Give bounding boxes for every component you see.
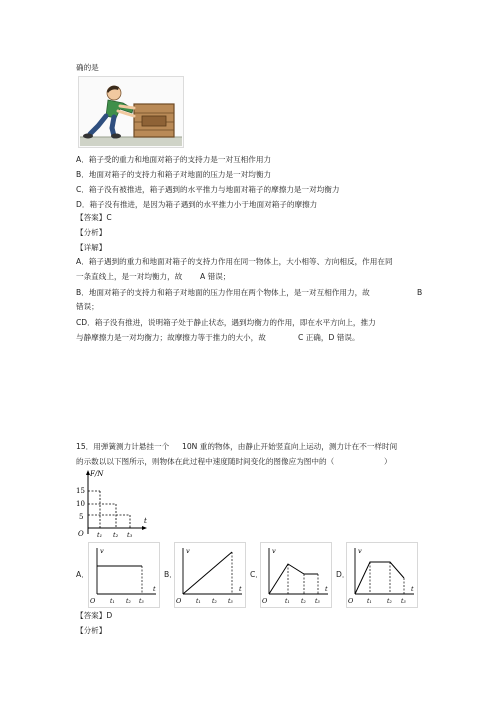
choice-d-t-axis: t [411, 585, 414, 593]
choice-c-t3: t₃ [315, 598, 320, 605]
force-t2-label: t₂ [113, 531, 119, 539]
choice-b-t2: t₂ [212, 598, 217, 605]
force-tick-10: 10 [76, 500, 85, 508]
q14-analysis-label: 【分析】 [76, 228, 107, 237]
q14-detail-line-6-end: C 正确，D 错误。 [298, 333, 360, 342]
choice-d-t2: t₂ [387, 598, 392, 605]
q14-option-b: B．地面对箱子的支持力和箱子对地面的压力是一对均衡力 [76, 170, 272, 179]
choice-c-curve [269, 564, 318, 594]
q14-detail-label: 【详解】 [76, 243, 107, 252]
choice-b-origin: O [176, 597, 182, 605]
force-t3-label: t₃ [127, 531, 133, 539]
force-axis-label: F/N [90, 470, 104, 478]
force-time-chart [72, 468, 152, 540]
choice-d-letter: D． [336, 570, 350, 579]
q14-detail-line-5: CD．箱子没有推进，说明箱子处于静止状态，遇到均衡力的作用，即在水平方向上，推力 [76, 318, 376, 327]
force-t1-label: t₁ [97, 531, 103, 539]
choice-a-letter: A． [76, 570, 89, 579]
q15-answer: 【答案】D [76, 611, 113, 620]
choice-d-v-label: v [358, 547, 362, 555]
choice-c-origin: O [262, 597, 268, 605]
q14-detail-line-6: 与静摩擦力是一对均衡力；故摩擦力等于推力的大小，故 [76, 333, 266, 342]
wooden-box [134, 104, 174, 137]
q14-option-c: C．箱子没有被推进，箱子遇到的水平推力与地面对箱子的摩擦力是一对均衡力 [76, 185, 340, 194]
choice-c-velocity-graph [260, 542, 332, 608]
force-tick-15: 15 [76, 487, 85, 495]
choice-d-origin: O [348, 597, 354, 605]
choice-b-v-label: v [186, 547, 190, 555]
q14-option-d: D．箱子没有推进，是因为箱子遇到的水平推力小于地面对箱子的摩擦力 [76, 200, 318, 209]
choice-b-t1: t₁ [196, 598, 201, 605]
q14-option-a: A．箱子受的重力和地面对箱子的支持力是一对互相作用力 [76, 155, 272, 164]
q14-answer: 【答案】C [76, 213, 112, 222]
force-origin-label: O [78, 530, 84, 538]
choice-c-t2: t₂ [301, 598, 306, 605]
choice-d-t1: t₁ [367, 598, 372, 605]
q14-detail-line-1: A．箱子遇到的重力和地面对箱子的支持力作用在同一物体上，大小相等、方向相反，作用在同 [76, 257, 393, 266]
choice-a-v-label: v [100, 547, 104, 555]
choice-c-letter: C． [250, 570, 263, 579]
choice-d-t3: t₃ [401, 598, 406, 605]
choice-c-t1: t₁ [285, 598, 290, 605]
choice-a-t2: t₂ [126, 598, 131, 605]
choice-b-t-axis: t [239, 585, 242, 593]
force-time-axis-label: t [144, 517, 147, 525]
choice-d-curve [355, 562, 404, 594]
q14-detail-line-2-end: A 错误； [200, 272, 231, 281]
q14-detail-line-3-end: B [417, 288, 423, 297]
choice-c-t-axis: t [325, 585, 328, 593]
q14-detail-line-3: B．地面对箱子的支持力和箱子对地面的压力作用在两个物体上，是一对互相作用力，故 [76, 288, 370, 297]
choice-a-velocity-graph [88, 542, 160, 608]
choice-a-t1: t₁ [110, 598, 115, 605]
q14-stem-tail: 确的是 [76, 63, 99, 72]
q15-analysis-label: 【分析】 [76, 626, 107, 635]
q14-detail-line-4: 错误； [76, 302, 99, 311]
choice-a-t-axis: t [153, 585, 156, 593]
q15-stem-line2: 的示数以以下图所示，则物体在此过程中速度随时间变化的图像应为图中的（ [76, 457, 335, 466]
q14-detail-line-2: 一条直线上，是一对均衡力，故 [76, 272, 183, 281]
choice-c-v-label: v [272, 547, 276, 555]
q15-stem-line1-a: 15．用弹簧测力计悬挂一个 [76, 442, 170, 451]
choice-b-letter: B． [164, 570, 177, 579]
boy-pushing-box-illustration [78, 76, 184, 148]
choice-b-velocity-graph [174, 542, 246, 608]
q15-stem-line2-end: ） [384, 457, 392, 466]
choice-a-origin: O [90, 597, 96, 605]
choice-d-velocity-graph [346, 542, 418, 608]
choice-b-curve [183, 552, 232, 594]
choice-a-t3: t₃ [139, 598, 144, 605]
choice-b-t3: t₃ [228, 598, 233, 605]
q15-stem-line1-b: 10N 重的物体，由静止开始竖直向上运动，测力计在不一样时间 [182, 442, 398, 451]
force-tick-5: 5 [79, 513, 84, 521]
